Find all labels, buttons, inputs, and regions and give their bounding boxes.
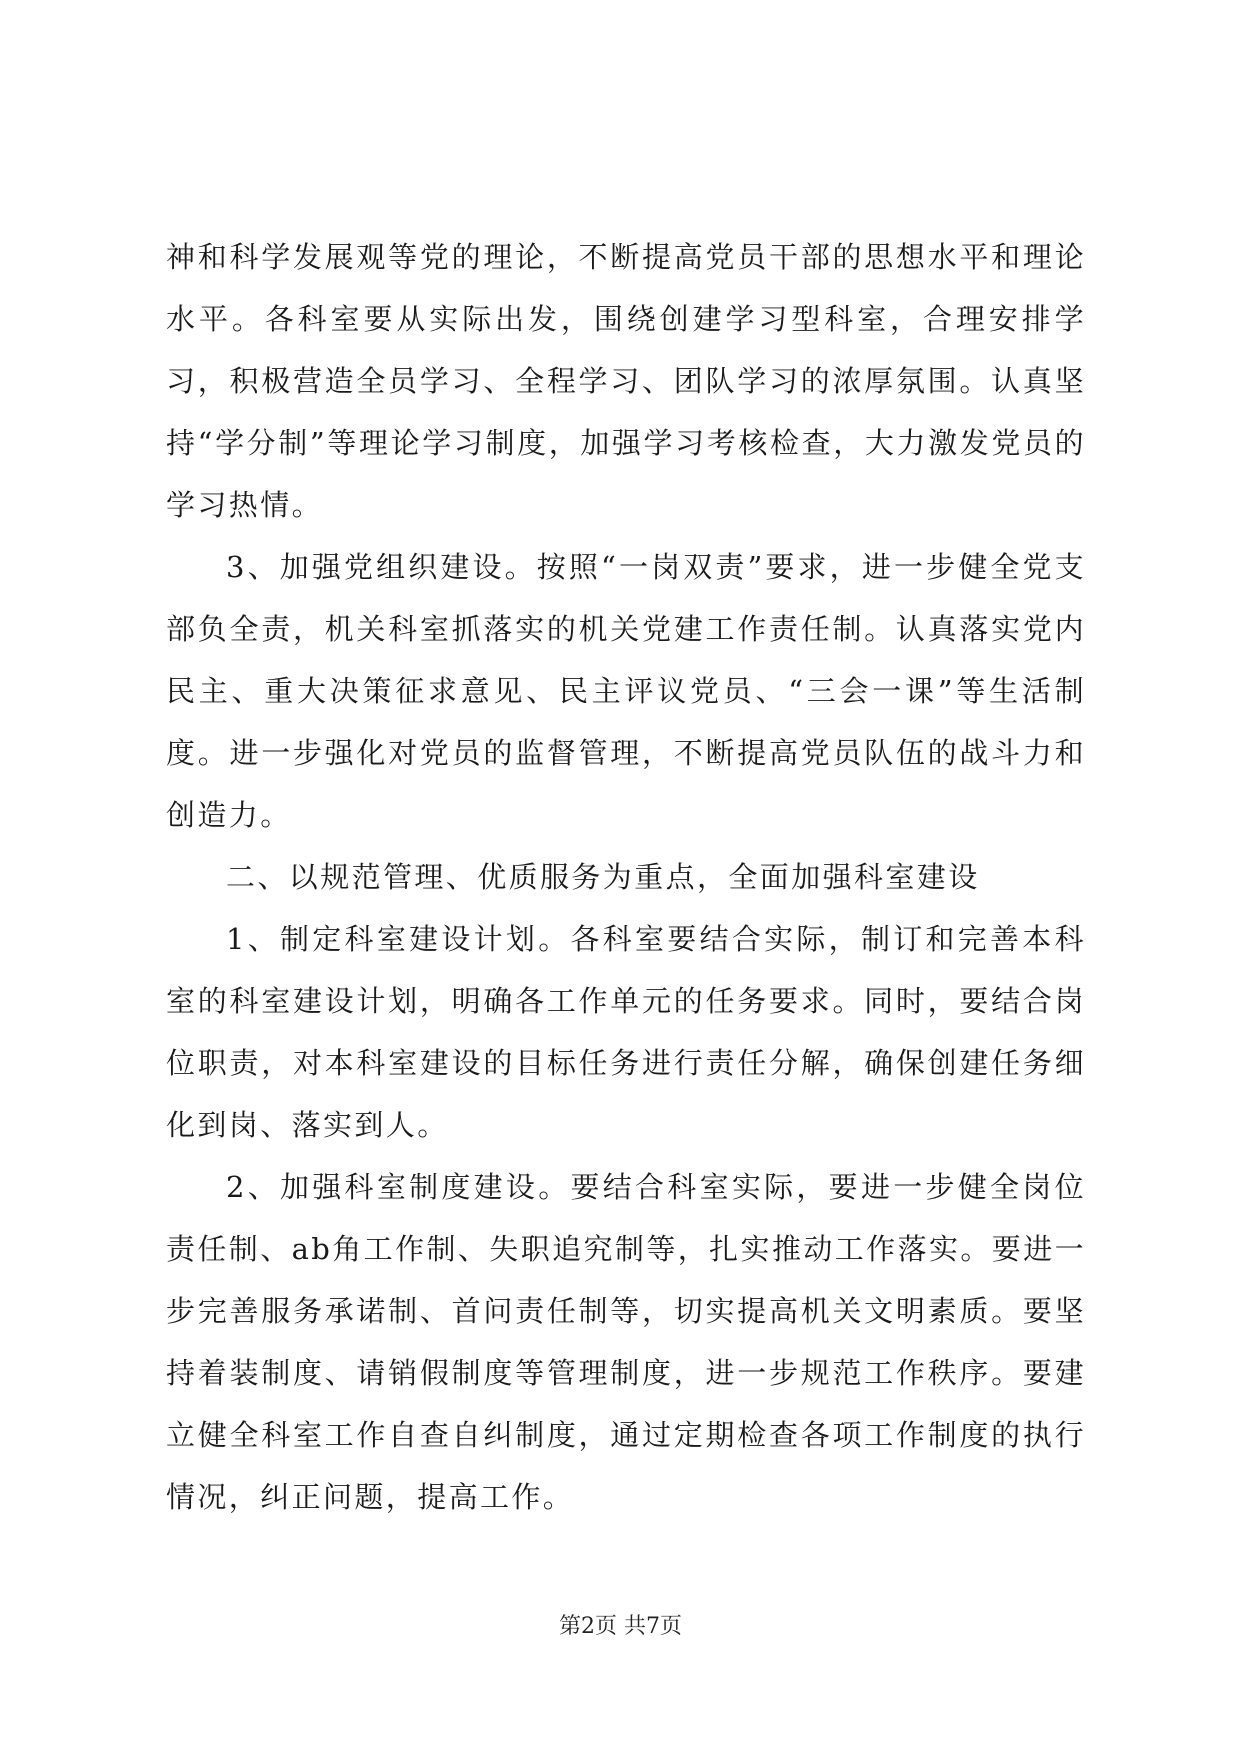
paragraph-party-organization: 3、加强党组织建设。按照“一岗双责”要求，进一步健全党支部负全责，机关科室抓落实的机关党建工作责任制。认真落实党内民主、重大决策征求意见、民主评议党员、“三会一课”等生活制度。进一步强化对党员的监督管理，不断提高党员队伍的战斗力和创造力。 xyxy=(166,550,1086,832)
paragraph-office-system: 2、加强科室制度建设。要结合科室实际，要进一步健全岗位责任制、ab角工作制、失职追究制等，扎实推动工作落实。要进一步完善服务承诺制、首问责任制等，切实提高机关文明素质。要坚持着装制度、请销假制度等管理制度，进一步规范工作秩序。要建立健全科室工作自查自纠制度，通过定期检查各项工作制度的执行情况，纠正问题，提高工作。 xyxy=(166,1170,1086,1514)
body-text xyxy=(166,226,1086,1528)
paragraph-office-plan: 1、制定科室建设计划。各科室要结合实际，制订和完善本科室的科室建设计划，明确各工作单元的任务要求。同时，要结合岗位职责，对本科室建设的目标任务进行责任分解，确保创建任务细化到岗、落实到人。 xyxy=(166,922,1086,1142)
page-footer: 第2页 共7页 xyxy=(559,1614,682,1639)
section-heading-2: 二、以规范管理、优质服务为重点，全面加强科室建设 xyxy=(226,860,980,894)
paragraph-continued: 神和科学发展观等党的理论，不断提高党员干部的思想水平和理论水平。各科室要从实际出发，围绕创建学习型科室，合理安排学习，积极营造全员学习、全程学习、团队学习的浓厚氛围。认真坚持“学分制”等理论学习制度，加强学习考核检查，大力激发党员的学习热情。 xyxy=(166,240,1086,522)
